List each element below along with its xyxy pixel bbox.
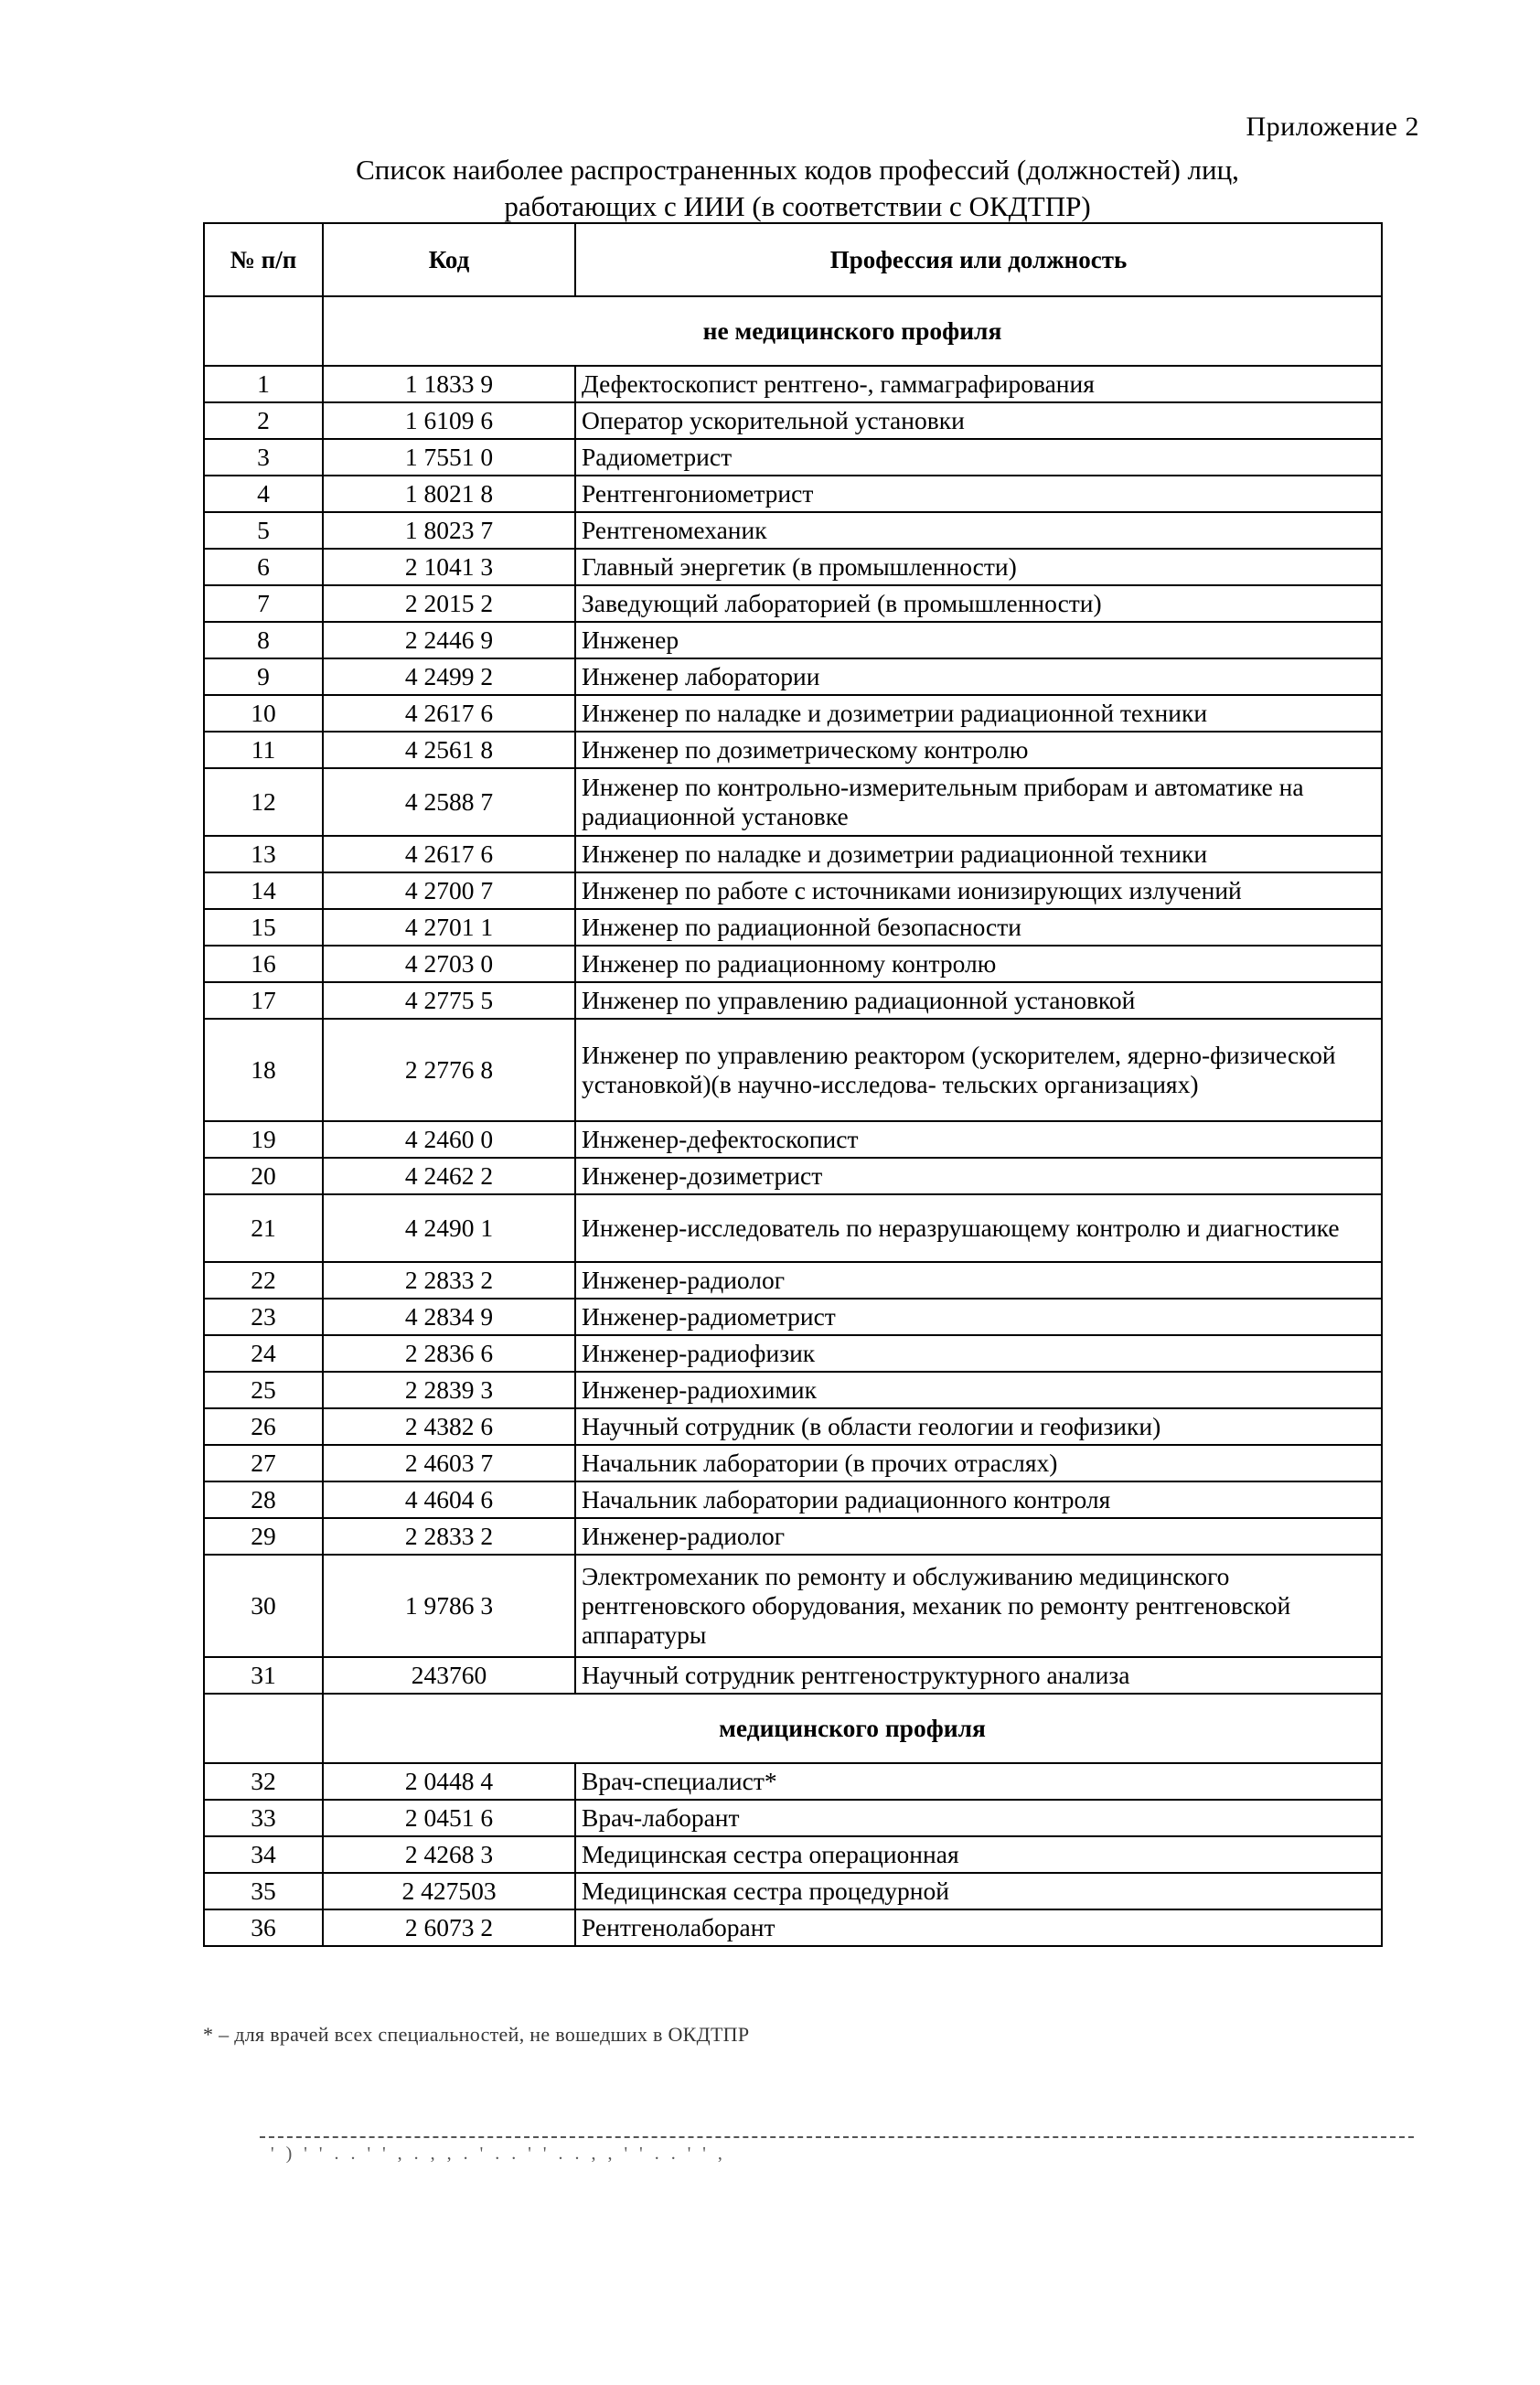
- row-number: 22: [204, 1262, 323, 1299]
- title-line-1: Список наиболее распространенных кодов профессий (должностей) лиц,: [356, 154, 1239, 186]
- row-code: 2 4268 3: [323, 1836, 575, 1873]
- row-profession: Рентгенгониометрист: [575, 476, 1382, 512]
- table-row: [204, 512, 1382, 549]
- section-heading: медицинского профиля: [323, 1694, 1382, 1763]
- table-row: [204, 1158, 1382, 1194]
- row-profession: Медицинская сестра процедурной: [575, 1873, 1382, 1909]
- table-row: [204, 982, 1382, 1019]
- row-profession: Инженер по наладке и дозиметрии радиационной техники: [575, 695, 1382, 732]
- table-row: [204, 1372, 1382, 1408]
- row-profession: Радиометрист: [575, 439, 1382, 476]
- row-profession: Оператор ускорительной установки: [575, 402, 1382, 439]
- row-profession: Инженер-радиофизик: [575, 1335, 1382, 1372]
- table-row: [204, 439, 1382, 476]
- row-number: 3: [204, 439, 323, 476]
- footer-illegible-text: ' ) ' ' . . ' ' , . , , . ' . . ' ' . . , , ' ' . . ' ' ,: [271, 2144, 726, 2164]
- row-profession: Инженер-дозиметрист: [575, 1158, 1382, 1194]
- row-profession: Инженер по работе с источниками ионизирующих излучений: [575, 872, 1382, 909]
- row-profession: Главный энергетик (в промышленности): [575, 549, 1382, 585]
- row-profession: Рентгенолаборант: [575, 1909, 1382, 1946]
- row-code: 4 2617 6: [323, 836, 575, 872]
- row-number: 11: [204, 732, 323, 768]
- row-profession: Инженер-радиолог: [575, 1518, 1382, 1555]
- row-number: 7: [204, 585, 323, 622]
- row-code: 4 2703 0: [323, 946, 575, 982]
- row-code: 4 2490 1: [323, 1194, 575, 1262]
- row-number: 5: [204, 512, 323, 549]
- table-row: [204, 585, 1382, 622]
- row-number: 35: [204, 1873, 323, 1909]
- table-row: [204, 695, 1382, 732]
- header-profession: Профессия или должность: [575, 223, 1382, 296]
- row-code: 2 6073 2: [323, 1909, 575, 1946]
- row-code: 2 2833 2: [323, 1518, 575, 1555]
- row-number: 2: [204, 402, 323, 439]
- row-code: 4 2701 1: [323, 909, 575, 946]
- row-number: 17: [204, 982, 323, 1019]
- row-code: 1 7551 0: [323, 439, 575, 476]
- row-profession: Инженер по радиационной безопасности: [575, 909, 1382, 946]
- row-code: 2 4382 6: [323, 1408, 575, 1445]
- table-row: [204, 622, 1382, 658]
- row-code: 2 4603 7: [323, 1445, 575, 1481]
- table-row: [204, 366, 1382, 402]
- table-row: [204, 1873, 1382, 1909]
- row-profession: Электромеханик по ремонту и обслуживанию медицинского рентгеновского оборудования, механик по ремонту рентгеновской аппаратуры: [575, 1555, 1382, 1657]
- row-code: 4 2499 2: [323, 658, 575, 695]
- professions-table: [203, 222, 1383, 1947]
- row-code: 2 1041 3: [323, 549, 575, 585]
- table-row: [204, 909, 1382, 946]
- table-row: [204, 402, 1382, 439]
- table-row: [204, 1518, 1382, 1555]
- footer-divider: [260, 2136, 1414, 2138]
- row-code: 2 2839 3: [323, 1372, 575, 1408]
- row-profession: Инженер: [575, 622, 1382, 658]
- row-code: 2 2836 6: [323, 1335, 575, 1372]
- footnote: * – для врачей всех специальностей, не вошедших в ОКДТПР: [203, 2023, 750, 2046]
- row-number: 21: [204, 1194, 323, 1262]
- row-profession: Научный сотрудник рентгеноструктурного анализа: [575, 1657, 1382, 1694]
- table-row: [204, 1299, 1382, 1335]
- table-row: [204, 836, 1382, 872]
- table-row: [204, 1836, 1382, 1873]
- table-row: [204, 1445, 1382, 1481]
- row-profession: Инженер по управлению радиационной установкой: [575, 982, 1382, 1019]
- table-row: [204, 1555, 1382, 1657]
- table-row: [204, 1019, 1382, 1121]
- section-empty-cell: [204, 296, 323, 366]
- row-number: 31: [204, 1657, 323, 1694]
- row-code: 4 2561 8: [323, 732, 575, 768]
- row-profession: Начальник лаборатории (в прочих отраслях): [575, 1445, 1382, 1481]
- table-row: [204, 946, 1382, 982]
- row-code: 4 2462 2: [323, 1158, 575, 1194]
- row-code: 2 2833 2: [323, 1262, 575, 1299]
- row-code: 2 0451 6: [323, 1800, 575, 1836]
- row-code: 4 4604 6: [323, 1481, 575, 1518]
- row-profession: Инженер по контрольно-измерительным приборам и автоматике на радиационной установке: [575, 768, 1382, 836]
- row-number: 15: [204, 909, 323, 946]
- table-body: [204, 296, 1382, 1946]
- row-code: 1 9786 3: [323, 1555, 575, 1657]
- table-row: [204, 1763, 1382, 1800]
- row-code: 1 8021 8: [323, 476, 575, 512]
- row-code: 2 0448 4: [323, 1763, 575, 1800]
- table-row: [204, 1481, 1382, 1518]
- appendix-label: Приложение 2: [1246, 112, 1419, 142]
- row-profession: Инженер-радиометрист: [575, 1299, 1382, 1335]
- row-number: 32: [204, 1763, 323, 1800]
- row-code: 4 2700 7: [323, 872, 575, 909]
- row-code: 2 2446 9: [323, 622, 575, 658]
- row-profession: Инженер по радиационному контролю: [575, 946, 1382, 982]
- section-row: [204, 1694, 1382, 1763]
- row-number: 33: [204, 1800, 323, 1836]
- row-number: 36: [204, 1909, 323, 1946]
- row-number: 25: [204, 1372, 323, 1408]
- table-row: [204, 768, 1382, 836]
- row-code: 1 6109 6: [323, 402, 575, 439]
- row-code: 4 2775 5: [323, 982, 575, 1019]
- row-profession: Инженер-исследователь по неразрушающему контролю и диагностике: [575, 1194, 1382, 1262]
- row-profession: Инженер лаборатории: [575, 658, 1382, 695]
- row-code: 2 427503: [323, 1873, 575, 1909]
- row-profession: Инженер по наладке и дозиметрии радиационной техники: [575, 836, 1382, 872]
- table-row: [204, 658, 1382, 695]
- table-row: [204, 1408, 1382, 1445]
- table-header-row: [204, 223, 1382, 296]
- row-code: 2 2776 8: [323, 1019, 575, 1121]
- table-row: [204, 1800, 1382, 1836]
- row-number: 13: [204, 836, 323, 872]
- row-code: 4 2834 9: [323, 1299, 575, 1335]
- row-number: 6: [204, 549, 323, 585]
- row-number: 27: [204, 1445, 323, 1481]
- row-number: 19: [204, 1121, 323, 1158]
- table-row: [204, 872, 1382, 909]
- row-number: 16: [204, 946, 323, 982]
- table-row: [204, 1909, 1382, 1946]
- row-profession: Врач-лаборант: [575, 1800, 1382, 1836]
- row-profession: Научный сотрудник (в области геологии и геофизики): [575, 1408, 1382, 1445]
- row-code: 2 2015 2: [323, 585, 575, 622]
- row-number: 28: [204, 1481, 323, 1518]
- table-row: [204, 1121, 1382, 1158]
- section-row: [204, 296, 1382, 366]
- title-line-2: работающих с ИИИ (в соответствии с ОКДТПР): [504, 190, 1091, 222]
- table-row: [204, 1657, 1382, 1694]
- row-number: 8: [204, 622, 323, 658]
- table-row: [204, 1335, 1382, 1372]
- row-profession: Начальник лаборатории радиационного контроля: [575, 1481, 1382, 1518]
- row-number: 26: [204, 1408, 323, 1445]
- row-profession: Врач-специалист*: [575, 1763, 1382, 1800]
- row-code: 1 8023 7: [323, 512, 575, 549]
- table-row: [204, 476, 1382, 512]
- section-empty-cell: [204, 1694, 323, 1763]
- table-row: [204, 732, 1382, 768]
- header-code: Код: [323, 223, 575, 296]
- table-row: [204, 1262, 1382, 1299]
- row-profession: Рентгеномеханик: [575, 512, 1382, 549]
- row-profession: Заведующий лабораторией (в промышленности): [575, 585, 1382, 622]
- row-profession: Инженер по управлению реактором (ускорителем, ядерно-физической установкой)(в научно-исследова- тельских организациях): [575, 1019, 1382, 1121]
- row-number: 1: [204, 366, 323, 402]
- row-number: 10: [204, 695, 323, 732]
- row-profession: Инженер по дозиметрическому контролю: [575, 732, 1382, 768]
- row-number: 4: [204, 476, 323, 512]
- row-number: 30: [204, 1555, 323, 1657]
- row-number: 29: [204, 1518, 323, 1555]
- row-number: 34: [204, 1836, 323, 1873]
- document-title: [203, 152, 1392, 225]
- section-heading: не медицинского профиля: [323, 296, 1382, 366]
- row-number: 20: [204, 1158, 323, 1194]
- row-profession: Инженер-радиохимик: [575, 1372, 1382, 1408]
- row-profession: Дефектоскопист рентгено-, гаммаграфирования: [575, 366, 1382, 402]
- row-number: 14: [204, 872, 323, 909]
- row-code: 4 2460 0: [323, 1121, 575, 1158]
- table-row: [204, 1194, 1382, 1262]
- row-number: 24: [204, 1335, 323, 1372]
- row-number: 9: [204, 658, 323, 695]
- row-number: 12: [204, 768, 323, 836]
- row-profession: Медицинская сестра операционная: [575, 1836, 1382, 1873]
- table-row: [204, 549, 1382, 585]
- row-code: 4 2588 7: [323, 768, 575, 836]
- row-profession: Инженер-дефектоскопист: [575, 1121, 1382, 1158]
- row-code: 243760: [323, 1657, 575, 1694]
- row-number: 23: [204, 1299, 323, 1335]
- row-profession: Инженер-радиолог: [575, 1262, 1382, 1299]
- row-code: 4 2617 6: [323, 695, 575, 732]
- row-code: 1 1833 9: [323, 366, 575, 402]
- header-num: № п/п: [204, 223, 323, 296]
- row-number: 18: [204, 1019, 323, 1121]
